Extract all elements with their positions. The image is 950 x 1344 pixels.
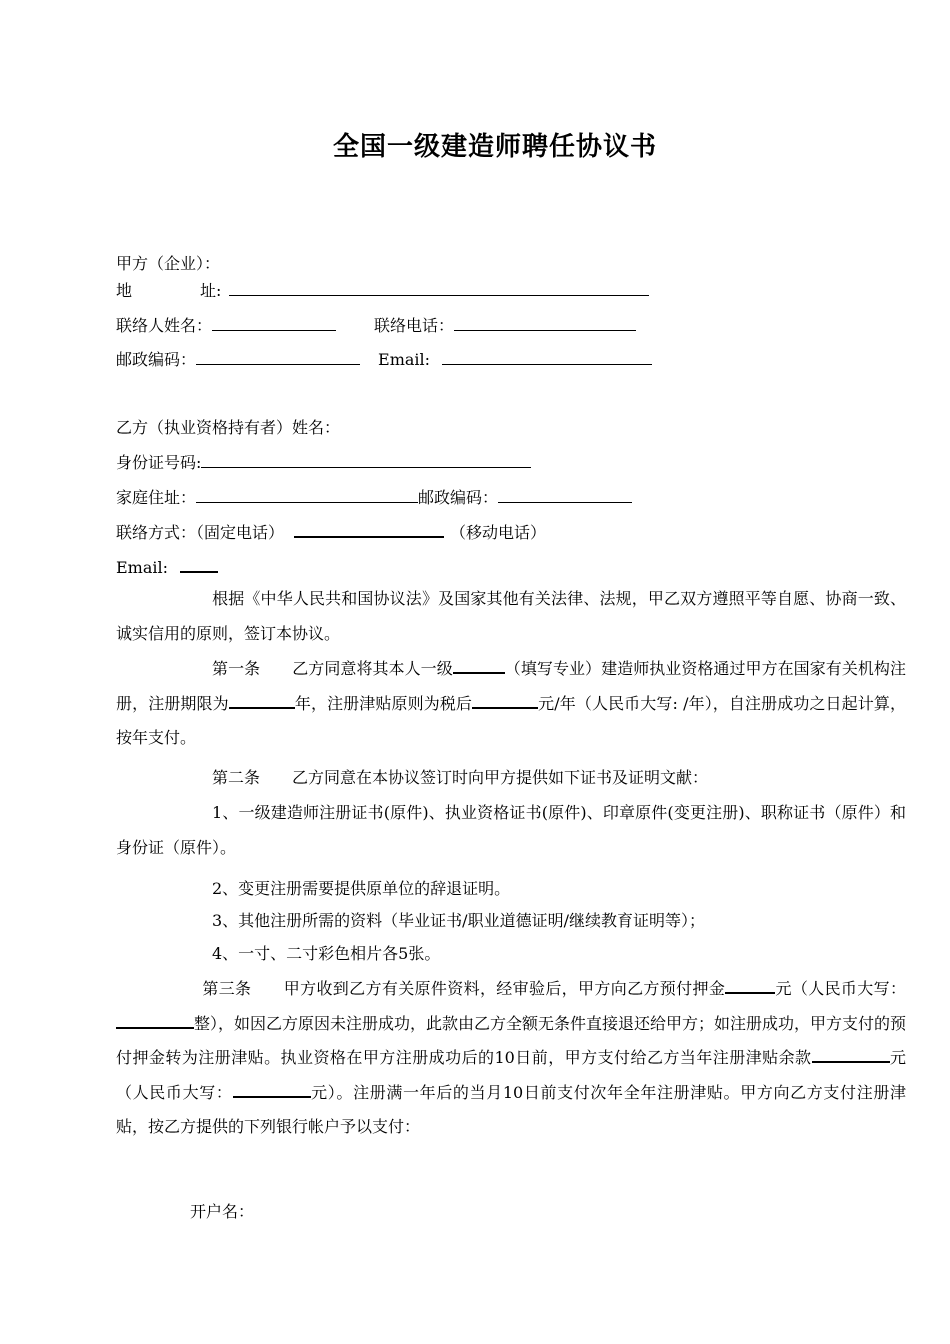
party-a-label: 甲方（企业）：: [116, 254, 221, 273]
party-b-label: 乙方（执业资格持有者）姓名：: [116, 418, 341, 437]
article-3-text-3: 整），如因乙方原因未注册成功，此款由乙方全额无条件直接退还给甲方；如注册成功，甲方支付的预付押金转为注册津贴。执业资格在甲方注册成功后的10日前，甲方支付给乙方当年注册津贴余款: [116, 1013, 907, 1067]
landline-blank[interactable]: [294, 520, 444, 538]
article-3-text-1: 甲方收到乙方有关原件资料，经审验后，甲方向乙方预付押金: [283, 979, 726, 998]
party-a-postcode-row: [116, 348, 652, 371]
article-3-text-2: 元（人民币大写：: [775, 979, 906, 998]
article-1-text-1: 乙方同意将其本人一级: [292, 659, 453, 678]
article-2-text: 乙方同意在本协议签订时向甲方提供如下证书及证明文献：: [292, 768, 709, 787]
id-blank[interactable]: [201, 451, 531, 468]
article-3-text-5: 元）。注册满一年后的当月10日前支付次年全年注册津贴。甲方向乙方支付注册津贴，按乙方提供的下列银行帐户予以支付：: [116, 1082, 906, 1136]
article-3-head: 第三条: [202, 979, 252, 998]
party-b-postcode-label: 邮政编码：: [418, 488, 499, 507]
article-2-item-3: [116, 904, 906, 939]
party-b-id-row: [116, 451, 531, 474]
party-b-address-row: [116, 486, 632, 509]
party-b-contact-row: [116, 520, 546, 544]
address-label-1: 地: [116, 281, 133, 300]
balance-blank[interactable]: [812, 1045, 890, 1063]
postcode-blank[interactable]: [196, 348, 360, 365]
home-address-blank[interactable]: [196, 486, 418, 503]
party-a-address-row: [116, 279, 649, 302]
article-2-item-2-text: 2、变更注册需要提供原单位的辞退证明。: [212, 879, 511, 898]
party-b-email-row: [116, 555, 218, 579]
contact-name-blank[interactable]: [212, 314, 336, 331]
article-2-item-1-text: 1、一级建造师注册证书(原件)、执业资格证书(原件)、印章原件(变更注册)、职称证书（原件）和身份证（原件）。: [116, 803, 906, 857]
intro-paragraph: [116, 582, 906, 651]
specialty-blank[interactable]: [453, 656, 505, 674]
landline-label: 联络方式：（固定电话）: [116, 523, 285, 542]
article-1-text-3: 年，注册津贴原则为税后: [294, 693, 473, 713]
party-b-email-label: Email:: [116, 558, 169, 577]
article-2-head: 第二条: [212, 768, 261, 787]
article-3-text-4: 元（人民币大写：: [116, 1048, 906, 1102]
intro-text: 根据《中华人民共和国协议法》及国家其他有关法律、法规，甲乙双方遵照平等自愿、协商一致、诚实信用的原则，签订本协议。: [116, 589, 906, 643]
deposit-blank[interactable]: [725, 976, 775, 994]
party-a-contact-row: [116, 314, 636, 337]
article-1: [116, 652, 906, 756]
article-2: [116, 761, 906, 796]
article-3: [116, 972, 906, 1145]
party-b-email-blank[interactable]: [180, 555, 218, 573]
article-2-item-3-text: 3、其他注册所需的资料（毕业证书/职业道德证明/继续教育证明等）；: [212, 911, 705, 930]
article-2-item-1: [116, 796, 906, 865]
party-b-postcode-blank[interactable]: [498, 486, 632, 503]
article-1-text-4: 元/年（人民币大写: /年），自注册成功之日起计算，按年支付。: [116, 693, 906, 747]
address-label-2: 址:: [200, 281, 222, 300]
account-name-label: 开户名：: [190, 1202, 255, 1221]
home-address-label: 家庭住址：: [116, 488, 197, 507]
id-label: 身份证号码:: [116, 453, 202, 472]
document-title: 全国一级建造师聘任协议书: [332, 132, 657, 162]
email-label: Email:: [378, 350, 431, 369]
address-blank[interactable]: [229, 279, 649, 296]
deposit-words-blank[interactable]: [116, 1011, 194, 1029]
contact-phone-blank[interactable]: [454, 314, 636, 331]
term-years-blank[interactable]: [229, 691, 295, 709]
article-1-text-2: （填写专业）建造师执业资格通过甲方在国家有关机构注册，注册期限为: [116, 659, 906, 713]
email-blank[interactable]: [442, 348, 652, 365]
allowance-blank[interactable]: [472, 691, 538, 709]
contact-phone-label: 联络电话：: [374, 316, 455, 335]
contact-name-label: 联络人姓名：: [116, 316, 213, 335]
article-2-item-4-text: 4、一寸、二寸彩色相片各5张。: [212, 944, 441, 963]
balance-words-blank[interactable]: [233, 1080, 311, 1098]
article-2-item-4: [116, 937, 906, 972]
article-2-item-2: [116, 872, 906, 907]
article-1-head: 第一条: [212, 659, 261, 678]
postcode-label: 邮政编码：: [116, 350, 197, 369]
mobile-label: （移动电话）: [450, 523, 547, 542]
